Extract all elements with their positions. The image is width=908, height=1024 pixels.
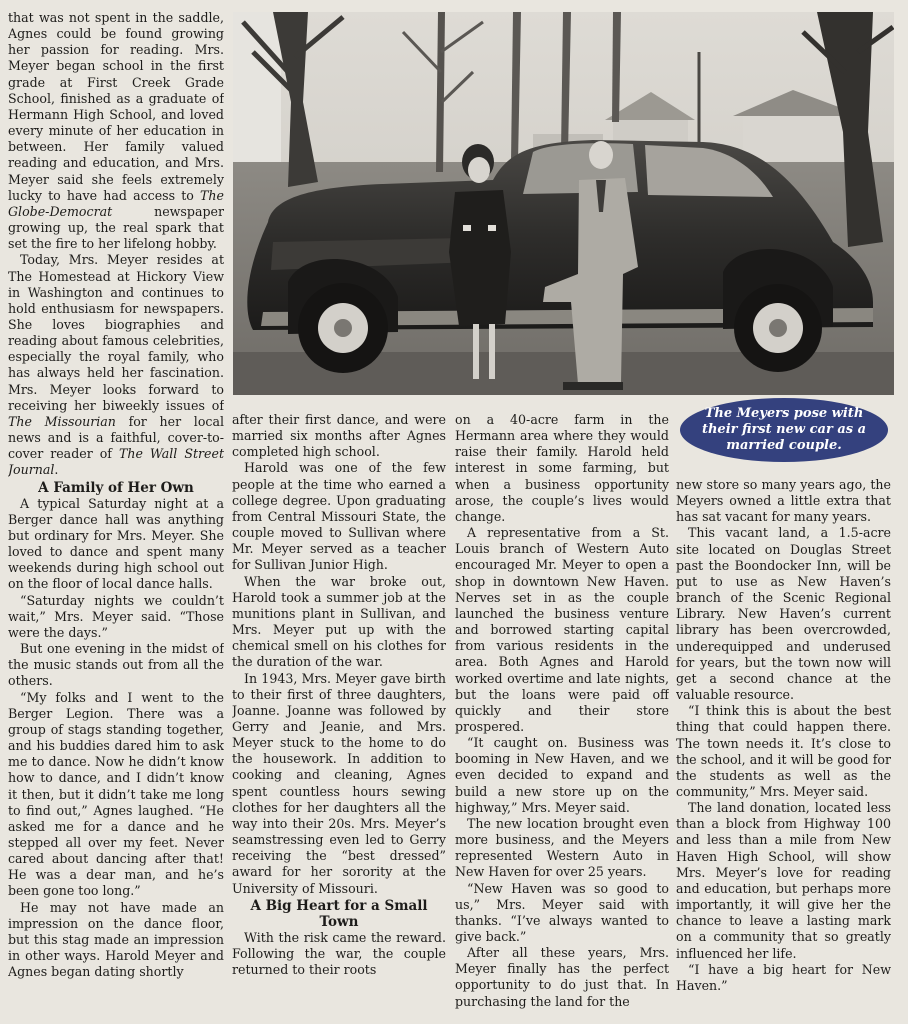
paragraph: “My folks and I went to the Berger Legion. There was a group of stags standing together, and his buddies dared him to ask me to dance. Now he didn’t know how to dance, and I didn’t know it then, but it didn’t take me long to find out,” Agnes laughed. “He asked me for a dance and he stepped all over my feet. Never cared about dancing after that! He was a dear man, and he’s been gone too long.”	[8, 689, 224, 899]
paragraph: Today, Mrs. Meyer resides at The Homestead at Hickory View in Washington and continues to hold enthusiasm for newspapers. She loves biographies and reading about famous celebrities, especially the royal family, who has always held her fascination. Mrs. Meyer looks forward to receiving her biweekly issues of The Missourian for her local news and is a faithful, cover-to-cover reader of The Wall Street Journal.	[8, 252, 224, 478]
vintage-car-photo	[233, 12, 894, 395]
paragraph: With the risk came the reward. Following the war, the couple returned to their roots	[232, 930, 446, 978]
paragraph: “New Haven was so good to us,” Mrs. Meyer said with thanks. “I’ve always wanted to give back.”	[455, 880, 669, 944]
paragraph: But one evening in the midst of the music stands out from all the others.	[8, 641, 224, 689]
article-column-4	[676, 477, 891, 1022]
paragraph: “It caught on. Business was booming in New Haven, and we even decided to expand and build a new store up on the highway,” Mrs. Meyer said.	[455, 735, 669, 815]
paragraph: after their first dance, and were married six months after Agnes completed high school.	[232, 412, 446, 460]
paragraph: new store so many years ago, the Meyers owned a little extra that has sat vacant for many years.	[676, 477, 891, 525]
paragraph: that was not spent in the saddle, Agnes could be found growing her passion for reading. Mrs. Meyer began school in the first grade at First Creek Grade School, finished as a graduate of Hermann High School, and loved every minute of her education in between. Her family valued reading and education, and Mrs. Meyer said she feels extremely lucky to have had access to The Globe-Democrat newspaper growing up, the real spark that set the fire to her lifelong hobby.	[8, 10, 224, 252]
paragraph: He may not have made an impression on the dance floor, but this stag made an impression in other ways. Harold Meyer and Agnes began dating shortly	[8, 899, 224, 980]
section-heading: A Big Heart for a Small Town	[250, 897, 428, 930]
article-column-1	[8, 10, 224, 1022]
paragraph: “I have a big heart for New Haven.”	[676, 961, 891, 993]
paragraph: After all these years, Mrs. Meyer finally has the perfect opportunity to do just that. In purchasing the land for the	[455, 945, 669, 1009]
paragraph: A representative from a St. Louis branch of Western Auto encouraged Mr. Meyer to open a shop in downtown New Haven. Nerves set in as the couple launched the business venture and borrowed starting capital from various residents in the area. Both Agnes and Harold worked overtime and late nights, but the loans were paid off quickly and their store prospered.	[455, 525, 669, 734]
article-column-2	[232, 412, 446, 1022]
paragraph: “I think this is about the best thing that could happen there. The town needs it. It’s close to the school, and it will be good for the students as well as the community,” Mrs. Meyer said.	[676, 703, 891, 799]
paragraph: “Saturday nights we couldn’t wait,” Mrs. Meyer said. “Those were the days.”	[8, 592, 224, 640]
section-heading: A Family of Her Own	[38, 479, 194, 496]
paragraph: When the war broke out, Harold took a summer job at the munitions plant in Sullivan, and Mrs. Meyer put up with the chemical smell on his clothes for the duration of the war.	[232, 573, 446, 670]
paragraph: A typical Saturday night at a Berger dance hall was anything but ordinary for Mrs. Meyer. She loved to dance and spent many weekends during high school out on the floor of local dance halls.	[8, 495, 224, 592]
paragraph: The land donation, located less than a block from Highway 100 and less than a mile from New Haven High School, will show Mrs. Meyer’s love for reading and education, but perhaps more importantly, it will give her the chance to leave a lasting mark on a community that so greatly influenced her life.	[676, 800, 891, 961]
paragraph: This vacant land, a 1.5-acre site located on Douglas Street past the Boondocker Inn, will be put to use as New Haven’s branch of the Scenic Regional Library. New Haven’s current library has been overcrowded, underequipped and underused for years, but the town now will get a second chance at the valuable resource.	[676, 525, 891, 703]
photo-caption	[680, 398, 888, 462]
caption-text: The Meyers pose with their first new car as a married couple.	[701, 406, 867, 453]
article-column-3	[455, 412, 669, 1022]
paragraph: on a 40-acre farm in the Hermann area where they would raise their family. Harold held interest in some farming, but when a business opportunity arose, the couple’s lives would change.	[455, 412, 669, 524]
paragraph: Harold was one of the few people at the time who earned a college degree. Upon graduating from Central Missouri State, the couple moved to Sullivan where Mr. Meyer served as a teacher for Sullivan Junior High.	[232, 460, 446, 573]
paragraph: The new location brought even more business, and the Meyers represented Western Auto in New Haven for over 25 years.	[455, 815, 669, 880]
paragraph: In 1943, Mrs. Meyer gave birth to their first of three daughters, Joanne. Joanne was followed by Gerry and Jeanie, and Mrs. Meyer stuck to the home to do the housework. In addition to cooking and cleaning, Agnes spent countless hours sewing clothes for her daughters all the way into their 20s. Mrs. Meyer’s seamstressing even led to Gerry receiving the “best dressed” award for her sorority at the University of Missouri.	[232, 670, 446, 896]
